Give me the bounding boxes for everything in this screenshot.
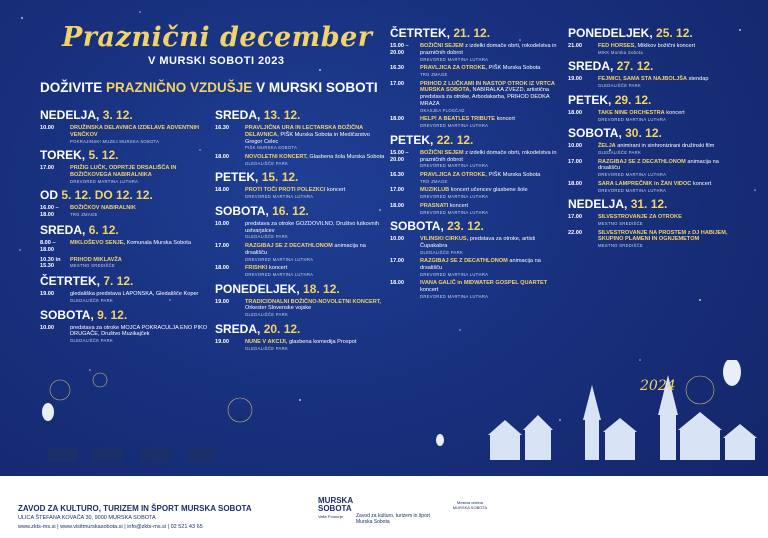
- day-name: PONEDELJEK,: [215, 281, 300, 296]
- day-name: NEDELJA,: [568, 197, 628, 212]
- day-heading: [215, 282, 385, 296]
- event-time: 15.00 – 20.00: [390, 149, 409, 163]
- event-description: koncert: [268, 265, 288, 272]
- day-date: 5. 12.: [88, 148, 119, 163]
- event-location: DREVORED MARTINA LUTHRA: [598, 172, 667, 178]
- event-description: koncert: [692, 180, 712, 187]
- day-block: [390, 133, 560, 215]
- day-heading: [215, 204, 385, 218]
- event-time: 19.00: [215, 298, 229, 305]
- event-body: [70, 257, 210, 271]
- event-title: PRASNATI: [420, 202, 449, 209]
- day-name: SREDA,: [215, 108, 261, 122]
- event-title: ŽELJA: [598, 143, 616, 150]
- event-title: PRAVLJICA ZA OTROKE,: [420, 65, 487, 72]
- event-body: [245, 243, 385, 262]
- event-time: 10.00: [215, 220, 229, 227]
- event-item: [390, 150, 560, 169]
- event-title: SARA LAMPREČNIK in ŽAN VIDOC: [598, 180, 692, 187]
- day-date: 9. 12.: [97, 307, 128, 322]
- day-name: TOREK,: [40, 148, 86, 163]
- event-description: Komunala Murska Sobota: [126, 239, 191, 246]
- day-block: [40, 108, 210, 144]
- event-description: predstava za otroke MOJCA POKRACULJA ENO PIKO DRUGAČE, Društvo Muzikajček: [70, 324, 208, 338]
- day-heading: [568, 93, 738, 107]
- day-block: [215, 282, 385, 318]
- day-heading: [390, 26, 560, 40]
- event-location: GLEDALIŠČE PARK: [70, 297, 114, 303]
- event-time: 15.00 – 20.00: [390, 43, 409, 56]
- day-date: 3. 12.: [102, 108, 133, 122]
- event-title: FRISHKI: [245, 265, 268, 272]
- event-time: 17.00: [40, 165, 54, 172]
- event-item: [390, 116, 560, 128]
- town-skyline-illustration: [0, 360, 768, 476]
- event-description: animacija na drsališču: [245, 242, 366, 256]
- day-date: 31. 12.: [630, 197, 668, 212]
- event-title: DRUŽINSKA DELAVNICA IZDELAVE ADVENTNIH VENČKOV: [70, 125, 200, 138]
- day-name: OD: [40, 188, 58, 203]
- day-date: 6. 12.: [88, 222, 119, 237]
- event-item: [568, 110, 738, 122]
- event-location: TRG ZMAGE: [420, 178, 448, 184]
- day-block: [40, 148, 210, 184]
- day-heading: [568, 126, 738, 140]
- event-item: [215, 299, 385, 318]
- event-body: [245, 265, 385, 277]
- day-block: [568, 93, 738, 122]
- day-name: NEDELJA,: [40, 108, 100, 122]
- event-title: BOŽIČNI SEJEM: [420, 149, 464, 156]
- event-time: 10.00: [40, 125, 54, 131]
- event-body: [70, 291, 210, 303]
- event-item: [40, 291, 210, 303]
- event-description: z izdelki domače obrti, rokodelstva in prazničnih dobrot: [420, 43, 557, 56]
- event-body: [70, 165, 210, 184]
- event-item: [390, 258, 560, 277]
- event-body: [598, 43, 738, 55]
- event-item: [390, 203, 560, 215]
- event-title: FEJMICI, SAMA STA NAJBOLJŠA: [598, 76, 687, 83]
- event-description: PIŠK Murska Sobota in Medičarstvo Gregor Celec: [245, 131, 370, 145]
- event-location: DREVORED MARTINA LUTHRA: [70, 178, 139, 184]
- day-block: [215, 170, 385, 199]
- event-location: TRG ZMAGE: [420, 71, 448, 77]
- event-description: koncert: [496, 116, 515, 123]
- event-description: animacija na drsališču: [598, 158, 719, 172]
- event-body: [245, 299, 385, 318]
- event-time: 8.00 – 18.00: [40, 239, 56, 253]
- event-time: 17.00: [390, 258, 404, 265]
- event-body: [420, 43, 560, 62]
- event-body: [70, 325, 210, 344]
- event-location: PIŠK MURSKA SOBOTA: [245, 145, 298, 151]
- day-name: PONEDELJEK,: [568, 26, 653, 40]
- event-time: 16.30: [215, 125, 229, 131]
- event-time: 17.00: [568, 214, 582, 221]
- headline: [40, 80, 378, 95]
- event-body: [70, 240, 210, 254]
- event-time: 19.00: [215, 338, 229, 345]
- event-description: animirani in sinhronizirani družinski film: [617, 143, 715, 150]
- event-item: [390, 43, 560, 62]
- day-heading: [215, 322, 385, 336]
- event-location: GLEDALIŠČE PARK: [598, 149, 642, 155]
- event-body: [420, 236, 560, 255]
- event-body: [420, 81, 560, 114]
- event-location: GLEDALIŠČE PARK: [245, 345, 289, 351]
- event-location: DREVORED MARTINA LUTHRA: [420, 123, 489, 129]
- event-location: GLEDALIŠČE PARK: [245, 312, 289, 318]
- schedule-column-4: [568, 26, 738, 253]
- event-body: [420, 203, 560, 215]
- day-block: [568, 59, 738, 88]
- event-time: 19.00: [568, 76, 582, 83]
- day-date: 27. 12.: [616, 59, 654, 74]
- event-body: [598, 110, 738, 122]
- event-description: koncert: [326, 187, 346, 194]
- day-block: [40, 308, 210, 344]
- day-name: PETEK,: [390, 132, 434, 147]
- event-title: BOŽIČKOV NABIRALNIK: [70, 205, 136, 212]
- event-title: IVANA GALIČ in MIDWATER GOSPEL QUARTET: [420, 280, 548, 287]
- headline-highlight: PRAZNIČNO VZDUŠJE: [106, 80, 253, 95]
- event-body: [70, 205, 210, 219]
- event-item: [568, 43, 738, 55]
- event-location: MIKK Murska Sobota: [598, 49, 643, 55]
- event-time: 18.00: [215, 153, 229, 160]
- event-location: DREVORED MARTINA LUTHRA: [420, 271, 489, 277]
- event-location: DREVORED MARTINA LUTHRA: [420, 163, 489, 169]
- event-body: [70, 125, 210, 144]
- day-date: 15. 12.: [261, 170, 299, 185]
- event-item: [568, 181, 738, 193]
- event-time: 21.00: [568, 43, 582, 49]
- event-location: OKASJEA PLOSČAD: [420, 107, 465, 113]
- event-item: [40, 240, 210, 254]
- event-item: [215, 339, 385, 351]
- day-heading: [390, 133, 560, 147]
- event-item: [568, 159, 738, 178]
- event-time: 10.00: [390, 236, 404, 243]
- day-name: SOBOTA,: [40, 307, 94, 322]
- event-location: DREVORED MARTINA LUTHRA: [245, 271, 314, 277]
- headline-part-3: V MURSKI SOBOTI: [256, 80, 378, 95]
- event-title: SILVESTROVANJE NA PROSTEM z DJ HABIJEM, SKUPINO PLAMENI IN OGNJEMETOM: [598, 229, 728, 243]
- event-time: 10.30 in 15.30: [40, 256, 61, 270]
- event-item: [40, 205, 210, 219]
- day-heading: [215, 170, 385, 184]
- event-location: GLEDALIŠČE PARK: [245, 234, 289, 240]
- event-time: 18.00: [568, 109, 582, 116]
- event-time: 18.00: [215, 265, 229, 272]
- event-location: DREVORED MARTINA LUTHRA: [420, 209, 489, 215]
- event-item: [390, 81, 560, 114]
- event-item: [568, 230, 738, 249]
- event-location: DREVORED MARTINA LUTHRA: [420, 294, 489, 300]
- event-title: PRIŽIG LUČK, ODPRTJE DRSALIŠČA IN BOŽIČKOVEGA NABIRALNIKA: [70, 165, 177, 178]
- event-title: PROTI TOČI PROTI POLEZKCI: [245, 187, 326, 194]
- day-heading: [568, 197, 738, 211]
- event-body: [420, 172, 560, 184]
- event-description: koncert: [420, 287, 439, 294]
- event-item: [40, 325, 210, 344]
- event-time: 17.00: [568, 158, 582, 165]
- event-item: [215, 154, 385, 166]
- day-block: [215, 204, 385, 278]
- day-heading: [40, 308, 210, 322]
- event-item: [390, 280, 560, 299]
- event-item: [390, 65, 560, 77]
- poster-subtitle: V MURSKI SOBOTI 2023: [148, 55, 285, 67]
- event-location: DREVORED MARTINA LUTHRA: [420, 194, 489, 200]
- event-time: 18.00: [390, 280, 404, 287]
- event-location: DREVORED MARTINA LUTHRA: [245, 256, 314, 262]
- event-title: MIKLOŠEVO SENJE,: [70, 239, 126, 246]
- event-item: [390, 187, 560, 199]
- event-body: [598, 143, 738, 155]
- event-body: [245, 339, 385, 351]
- headline-part-1: DOŽIVITE: [40, 80, 103, 95]
- event-item: [215, 187, 385, 199]
- event-title: TAKE NINE ORCHESTRA: [598, 109, 665, 116]
- day-date: 5. 12. DO 12. 12.: [61, 188, 153, 203]
- event-description: glasbena komedija Prospot: [288, 338, 357, 345]
- event-description: Glasbena šola Murska Sobota: [309, 153, 385, 160]
- event-description: Miklkov božični koncert: [637, 43, 695, 49]
- murska-sobota-logo: [318, 497, 353, 521]
- event-body: [420, 258, 560, 277]
- event-body: [420, 187, 560, 199]
- event-body: [245, 221, 385, 240]
- event-description: predstava za otroke, artisti Čupakabra: [420, 236, 536, 249]
- event-title: RAZGIBAJ SE Z DECATHLONOM: [598, 158, 686, 165]
- event-description: z izdelki domače obrti, rokodelstva in prazničnih dobrot: [420, 149, 557, 163]
- day-date: 23. 12.: [447, 219, 484, 234]
- event-title: PRAVLJIČNA URA IN LECTARSKA BOŽIČNA DELAVNICA,: [245, 125, 363, 138]
- event-item: [568, 143, 738, 155]
- day-date: 22. 12.: [436, 132, 474, 147]
- event-location: DREVORED MARTINA LUTHRA: [420, 56, 489, 62]
- day-date: 30. 12.: [625, 126, 662, 141]
- day-name: PETEK,: [568, 92, 612, 107]
- event-location: DREVORED MARTINA LUTHRA: [598, 187, 667, 193]
- day-date: 29. 12.: [614, 92, 652, 107]
- event-body: [420, 116, 560, 128]
- day-heading: [568, 59, 738, 73]
- event-title: VILINSKI CIRKUS,: [420, 236, 469, 243]
- day-name: PETEK,: [215, 170, 259, 185]
- event-description: animacija na drsališču: [420, 258, 541, 272]
- day-name: ČETRTEK,: [390, 26, 450, 40]
- day-date: 18. 12.: [303, 281, 340, 296]
- municipality-crest-logo: Mestna občina MURSKA SOBOTA: [452, 500, 488, 510]
- event-item: [40, 125, 210, 144]
- event-time: 16.30: [390, 65, 404, 72]
- day-heading: [568, 26, 738, 40]
- event-item: [390, 236, 560, 255]
- day-name: SREDA,: [568, 59, 614, 74]
- day-date: 7. 12.: [103, 274, 134, 289]
- event-time: 18.00: [390, 116, 404, 123]
- event-description: koncert: [666, 109, 685, 116]
- day-date: 20. 12.: [263, 321, 301, 336]
- day-date: 25. 12.: [656, 26, 693, 40]
- event-body: [598, 230, 738, 249]
- day-name: ČETRTEK,: [40, 274, 100, 289]
- year-2024-decoration: 2024: [640, 378, 676, 394]
- day-heading: [40, 148, 210, 162]
- event-title: HELP! A BEATLES TRIBUTE: [420, 116, 495, 123]
- day-block: [40, 223, 210, 270]
- logo-ms-line1: MURSKA: [318, 496, 354, 505]
- event-body: [420, 280, 560, 299]
- event-location: GLEDALIŠČE PARK: [598, 83, 642, 89]
- event-title: SILVESTROVANJE ZA OTROKE: [598, 214, 682, 221]
- poster-title: Praznični december: [62, 22, 373, 53]
- day-heading: [40, 274, 210, 288]
- event-body: [598, 214, 738, 226]
- event-location: DREVORED MARTINA LUTHRA: [245, 194, 314, 200]
- day-name: SOBOTA,: [215, 203, 269, 218]
- event-item: [215, 125, 385, 151]
- event-item: [215, 265, 385, 277]
- event-location: MESTNO SREDIŠČE: [70, 263, 115, 269]
- day-block: [568, 26, 738, 55]
- event-time: 17.00: [215, 242, 229, 249]
- day-name: SREDA,: [40, 222, 86, 237]
- schedule-column-3: [390, 26, 560, 304]
- day-date: 21. 12.: [453, 26, 491, 40]
- logo-ms-line2: SOBOTA: [318, 504, 352, 513]
- day-block: [40, 274, 210, 303]
- event-body: [245, 125, 385, 151]
- day-block: [568, 126, 738, 193]
- event-location: GLEDALIŠČE PARK: [420, 249, 464, 255]
- event-description: predstava za otroke GOZDOVILNO, Društvo lutkovnih ustvarjalcev: [245, 220, 379, 234]
- event-description: PIŠK Murska Sobota: [488, 171, 541, 178]
- day-heading: [390, 219, 560, 233]
- event-description: koncert: [449, 202, 469, 209]
- day-date: 13. 12.: [263, 108, 301, 122]
- event-item: [40, 165, 210, 184]
- event-title: PRIHOD Z LUČKAMI IN NASTOP OTROK IZ VRTCA MURSKA SOBOTA,: [420, 80, 555, 94]
- event-item: [215, 221, 385, 240]
- event-location: DREVORED MARTINA LUTHRA: [598, 116, 667, 122]
- event-time: 16.30: [390, 171, 404, 178]
- event-body: [598, 159, 738, 178]
- day-name: SOBOTA,: [568, 126, 622, 141]
- day-heading: [40, 108, 210, 122]
- day-block: [390, 219, 560, 300]
- event-item: [40, 257, 210, 271]
- event-location: GLEDALIŠČE PARK: [70, 338, 114, 344]
- event-description: gledališka predstava LAPONSKA, Gledališče Koper: [70, 291, 199, 298]
- event-time: 18.00: [390, 202, 404, 209]
- event-time: 17.00: [390, 187, 404, 194]
- event-time: 22.00: [568, 229, 582, 236]
- event-time: 10.00: [568, 143, 582, 150]
- day-heading: [40, 223, 210, 237]
- event-item: [390, 172, 560, 184]
- zavod-logo: Zavod za kulturo, turizem in šport Murska Sobota: [356, 513, 430, 525]
- day-name: SOBOTA,: [390, 219, 444, 234]
- event-location: TRG ZMAGE: [70, 212, 98, 218]
- event-title: PRAVLJICA ZA OTROKE,: [420, 171, 487, 178]
- schedule-column-2: [215, 108, 385, 355]
- event-title: RAZGIBAJ SE Z DECATHLONOM: [245, 242, 333, 249]
- footer-address: ULICA ŠTEFANA KOVAČA 30, 9000 MURSKA SOBOTA: [18, 515, 156, 521]
- day-name: SREDA,: [215, 321, 261, 336]
- event-body: [598, 76, 738, 88]
- day-block: [215, 322, 385, 351]
- event-time: 16.00 – 18.00: [40, 205, 59, 219]
- event-time: 18.00: [568, 180, 582, 187]
- event-location: MESTNO SREDIŠČE: [598, 243, 643, 249]
- event-title: PRIHOD MIKLAVŽA: [70, 256, 122, 263]
- event-item: [568, 76, 738, 88]
- day-block: [568, 197, 738, 249]
- event-description: stendap: [688, 76, 709, 83]
- event-description: PIŠK Murska Sobota: [488, 65, 541, 72]
- day-block: [390, 26, 560, 129]
- event-title: FED HORSES,: [598, 43, 636, 49]
- day-heading: [40, 188, 210, 202]
- event-time: 18.00: [215, 187, 229, 194]
- logo-ms-tag: Vaše Pomurje: [318, 514, 343, 519]
- event-title: NOVOLETNI KONCERT,: [245, 153, 308, 160]
- event-time: 10.00: [40, 324, 54, 331]
- event-body: [245, 187, 385, 199]
- day-block: [215, 108, 385, 166]
- event-body: [598, 181, 738, 193]
- event-description: Orkester Slovenske vojske: [245, 305, 312, 312]
- footer-org-name: ZAVOD ZA KULTURO, TURIZEM IN ŠPORT MURSKA SOBOTA: [18, 504, 252, 513]
- event-time: 19.00: [40, 291, 54, 298]
- event-time: 17.00: [390, 80, 404, 87]
- event-body: [245, 154, 385, 166]
- event-body: [420, 150, 560, 169]
- event-title: TRADICIONALNI BOŽIČNO-NOVOLETNI KONCERT,: [245, 298, 382, 305]
- event-item: [568, 214, 738, 226]
- event-location: MESTNO SREDIŠČE: [598, 220, 643, 226]
- day-block: [40, 188, 210, 219]
- event-item: [215, 243, 385, 262]
- day-heading: [215, 108, 385, 122]
- event-title: RAZGIBAJ SE Z DECATHLONOM: [420, 258, 508, 265]
- event-description: koncert učencev glasbene šole: [450, 187, 528, 194]
- event-title: MUZIKLUB: [420, 187, 450, 194]
- schedule-column-1: [40, 108, 210, 348]
- event-description: NABIRALKA ZVEZD, artistična predstava za otroke, Arbodakarba, PRIHOD DEDKA MRAZA: [420, 87, 550, 107]
- day-date: 16. 12.: [272, 203, 309, 218]
- event-title: NUNE V AKCIJI,: [245, 338, 288, 345]
- event-location: GLEDALIŠČE PARK: [245, 160, 289, 166]
- event-body: [420, 65, 560, 77]
- event-title: BOŽIČNI SEJEM: [420, 43, 464, 49]
- event-location: POKRAJINSKI MUZEJ MURSKA SOBOTA: [70, 138, 160, 144]
- footer-contacts: www.zkts-ms.si | www.visitmurskasobota.si | info@zkts-ms.si | 02 521 43 65: [18, 524, 203, 530]
